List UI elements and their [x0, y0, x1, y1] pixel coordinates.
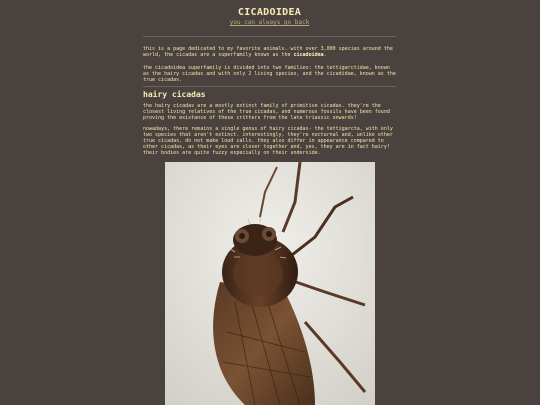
- cicada-photo: [165, 162, 375, 405]
- intro-text-end: .: [323, 52, 327, 58]
- back-link[interactable]: you can always go back: [229, 19, 310, 26]
- intro-text: this is a page dedicated to my favorite animals. with over 3,000 species around the world, the cicadas are a superfamily known as the: [143, 46, 393, 58]
- page-title: CICADOIDEA: [237, 7, 302, 18]
- intro-paragraph: [143, 46, 396, 58]
- intro-bold-term: cicadoidea: [293, 52, 324, 58]
- tettigarcta-paragraph: nowadays, there remains a single genus of hairy cicadas- the tettigarcta, with only two species that aren't extinct. interestingly, they're nocturnal and, unlike other true cicadas, do not make loud calls. they also differ in appearance compared to other cicadas, as their eyes are closer together and, yes, they are in fact hairy! their bodies are quite fuzzy especially on their underside.: [143, 126, 393, 156]
- divider: [143, 36, 396, 37]
- divider: [143, 86, 396, 87]
- families-paragraph: the cicadoidea superfamily is divided into two families: the tettigarctidae, known as the hairy cicadas and with only 2 living species, and the cicadidae, known as the true cicadas.: [143, 65, 396, 83]
- section-heading: hairy cicadas: [143, 90, 206, 99]
- hairy-cicadas-paragraph: the hairy cicadas are a mostly extinct family of primitive cicadas. they're the closest living relatives of the true cicadas, and numerous fossils have been found proving the existance of these critters from the late triassic onwards!: [143, 103, 390, 121]
